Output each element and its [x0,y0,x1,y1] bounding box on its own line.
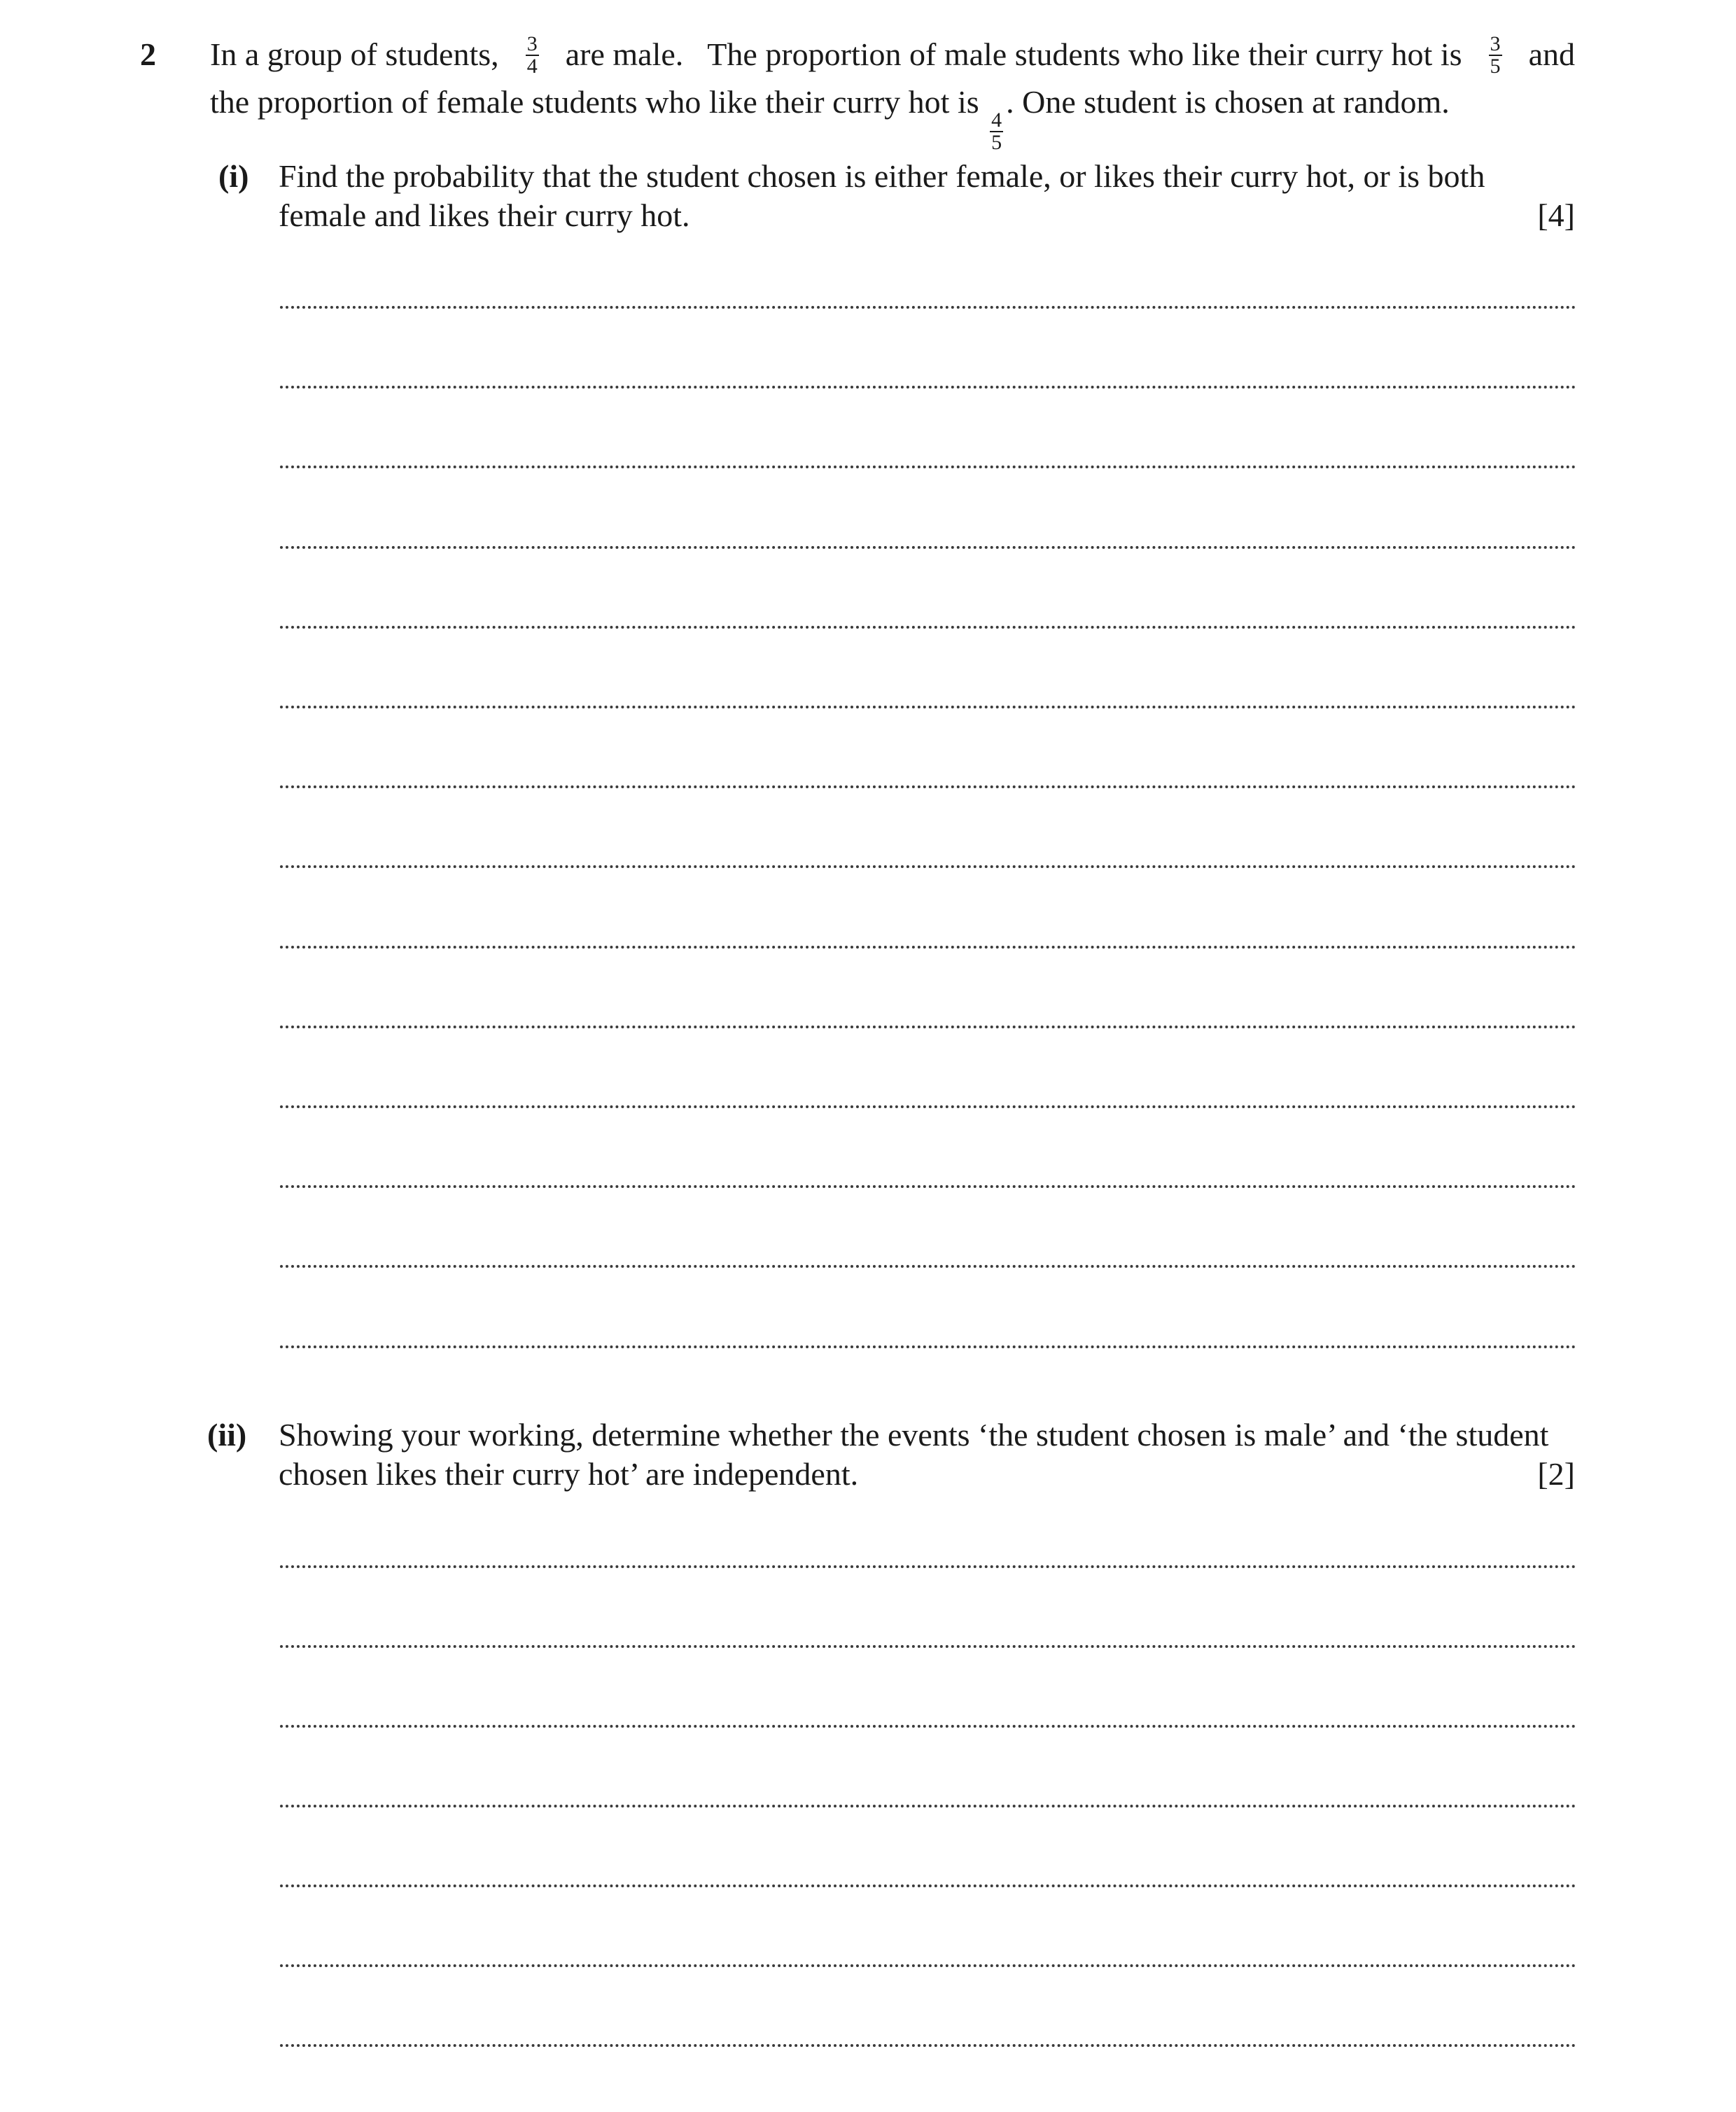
part-label: (ii) [207,1417,247,1453]
part-line-2: chosen likes their curry hot’ are independent. [2] [279,1455,1575,1494]
answer-line[interactable] [280,1964,1576,1967]
stem-text: In a group of students, [210,36,499,72]
answer-line[interactable] [280,1565,1576,1568]
stem-text: are male. [565,36,684,72]
answer-line[interactable] [280,2044,1576,2047]
answer-line[interactable] [280,1645,1576,1648]
marks: [4] [1537,197,1575,233]
question-number: 2 [140,36,156,72]
answer-line[interactable] [280,466,1576,468]
part-line-2: female and likes their curry hot. [4] [279,196,1575,235]
answer-line[interactable] [280,1185,1576,1188]
answer-line[interactable] [280,306,1576,309]
part-line-1: Find the probability that the student chosen is either female, or likes their curry hot, or is both [279,158,1485,194]
answer-line[interactable] [280,785,1576,788]
stem-line-2 [210,81,1575,154]
stem-text: The proportion of male students who like their curry hot is [707,36,1462,72]
stem-text: the proportion of female students who like their curry hot is [210,84,979,120]
stem-text: . One student is chosen at random. [1006,84,1450,120]
stem-text: and [1528,36,1575,72]
part-text [279,157,1575,235]
part-line-1: Showing your working, determine whether the events ‘the student chosen is male’ and ‘the student [279,1417,1549,1453]
answer-line[interactable] [280,1265,1576,1268]
answer-line[interactable] [280,946,1576,949]
answer-line[interactable] [280,1884,1576,1887]
answer-line[interactable] [280,1345,1576,1348]
fraction-four-fifths: $\frac{4}{5}$ [991,109,1002,154]
stem-line-1 [210,34,1575,81]
answer-line[interactable] [280,1805,1576,1807]
fraction-three-fifths: $\frac{3}{5}$ [1490,32,1501,78]
part-label: (i) [218,158,249,194]
part-text [279,1415,1575,1494]
answer-line[interactable] [280,386,1576,389]
answer-line[interactable] [280,626,1576,629]
answer-line[interactable] [280,1725,1576,1728]
question-stem [210,32,1575,154]
answer-line[interactable] [280,865,1576,868]
answer-line[interactable] [280,706,1576,708]
marks: [2] [1537,1456,1575,1492]
answer-line[interactable] [280,1026,1576,1028]
answer-line[interactable] [280,1105,1576,1108]
fraction-three-quarters: $\frac{3}{4}$ [526,32,538,78]
answer-line[interactable] [280,546,1576,549]
